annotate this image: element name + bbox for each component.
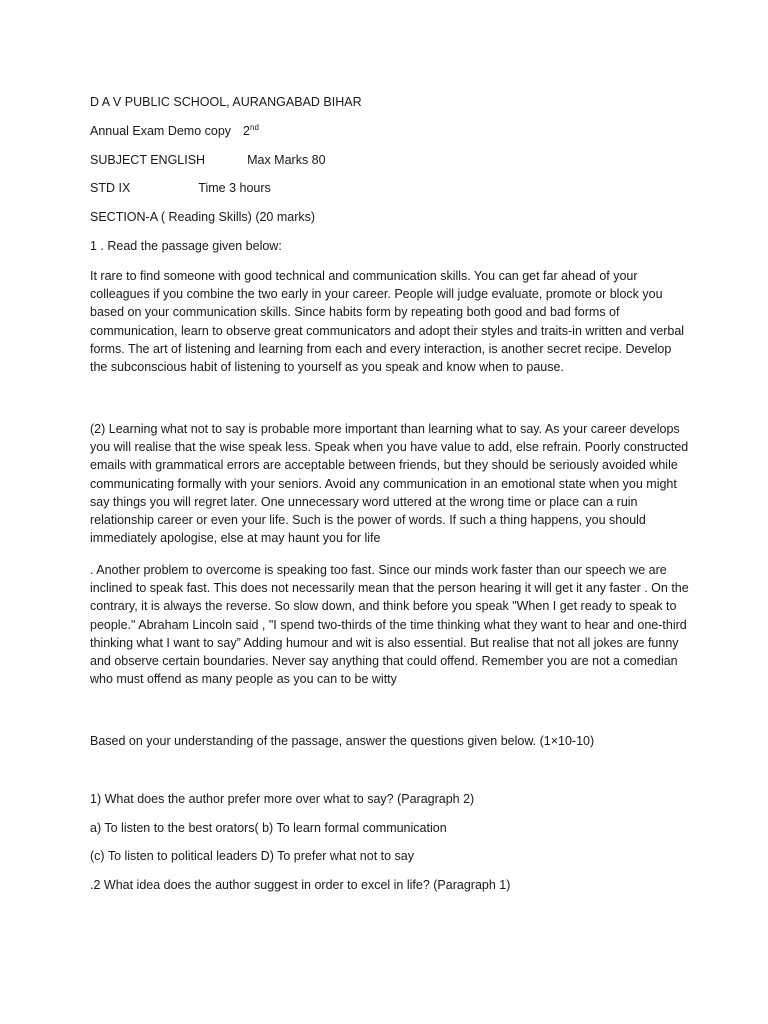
exam-time: Time 3 hours	[198, 181, 271, 195]
subject: SUBJECT ENGLISH	[90, 153, 206, 167]
exam-title-line	[90, 124, 259, 138]
section-heading: SECTION-A ( Reading Skills) (20 marks)	[90, 210, 316, 224]
exam-number: 2	[243, 124, 250, 138]
passage-paragraph-1: It rare to find someone with good technical and communication skills. You can get far ahead of your colleagues if you combine the two early in your career. People will judge evaluate, promote or block you based on your communication skills. Since habits form by repeating both good and bad forms of communication, learn to observe great communicators and adopt their styles and traits-in written and verbal forms. The art of listening and learning from each and every interaction, is another secret recipe. Develop the subconscious habit of listening to yourself as you speak and know when to pause.	[90, 269, 685, 375]
instructions: Based on your understanding of the passage, answer the questions given below. (1×10-10)	[90, 734, 595, 748]
subject-line	[90, 153, 326, 167]
question-1-intro: 1 . Read the passage given below:	[90, 239, 282, 253]
question-1-options-cd: (c) To listen to political leaders D) To prefer what not to say	[90, 849, 414, 863]
std-line	[90, 181, 271, 195]
std-class: STD IX	[90, 181, 131, 195]
school-name: D A V PUBLIC SCHOOL, AURANGABAD BIHAR	[90, 95, 362, 109]
exam-number-suffix: nd	[250, 122, 259, 132]
question-2: .2 What idea does the author suggest in order to excel in life? (Paragraph 1)	[90, 878, 511, 892]
question-1-options-ab: a) To listen to the best orators( b) To learn formal communication	[90, 821, 447, 835]
question-1: 1) What does the author prefer more over what to say? (Paragraph 2)	[90, 792, 475, 806]
exam-title: Annual Exam Demo copy	[90, 124, 232, 138]
max-marks: Max Marks 80	[247, 153, 326, 167]
passage-paragraph-2: (2) Learning what not to say is probable more important than learning what to say. As your career develops you will realise that the wise speak less. Speak when you have value to add, else refrain. Poorly constructed emails with grammatical errors are acceptable between friends, but they should be seriously avoided while communicating formally with your seniors. Avoid any communication in an emotional state when you might say things you will regret later. One unnecessary word uttered at the wrong time or place can a ruin relationship career or even your life. Such is the power of words. If such a thing happens, you should immediately apologise, else at may haunt you for life	[90, 422, 689, 546]
passage-paragraph-3: . Another problem to overcome is speaking too fast. Since our minds work faster than our speech we are inclined to speak fast. This does not necessarily mean that the person hearing it will get it any faster . On the contrary, it is always the reverse. So slow down, and think before you speak "When I get ready to speak to people." Abraham Lincoln said , "I spend two-thirds of the time thinking what they want to hear and one-third thinking what I want to say” Adding humour and wit is also essential. But realise that not all jokes are funny and observe certain boundaries. Never say anything that could offend. Remember you are not a comedian who must offend as many people as you can to be witty	[90, 563, 689, 687]
